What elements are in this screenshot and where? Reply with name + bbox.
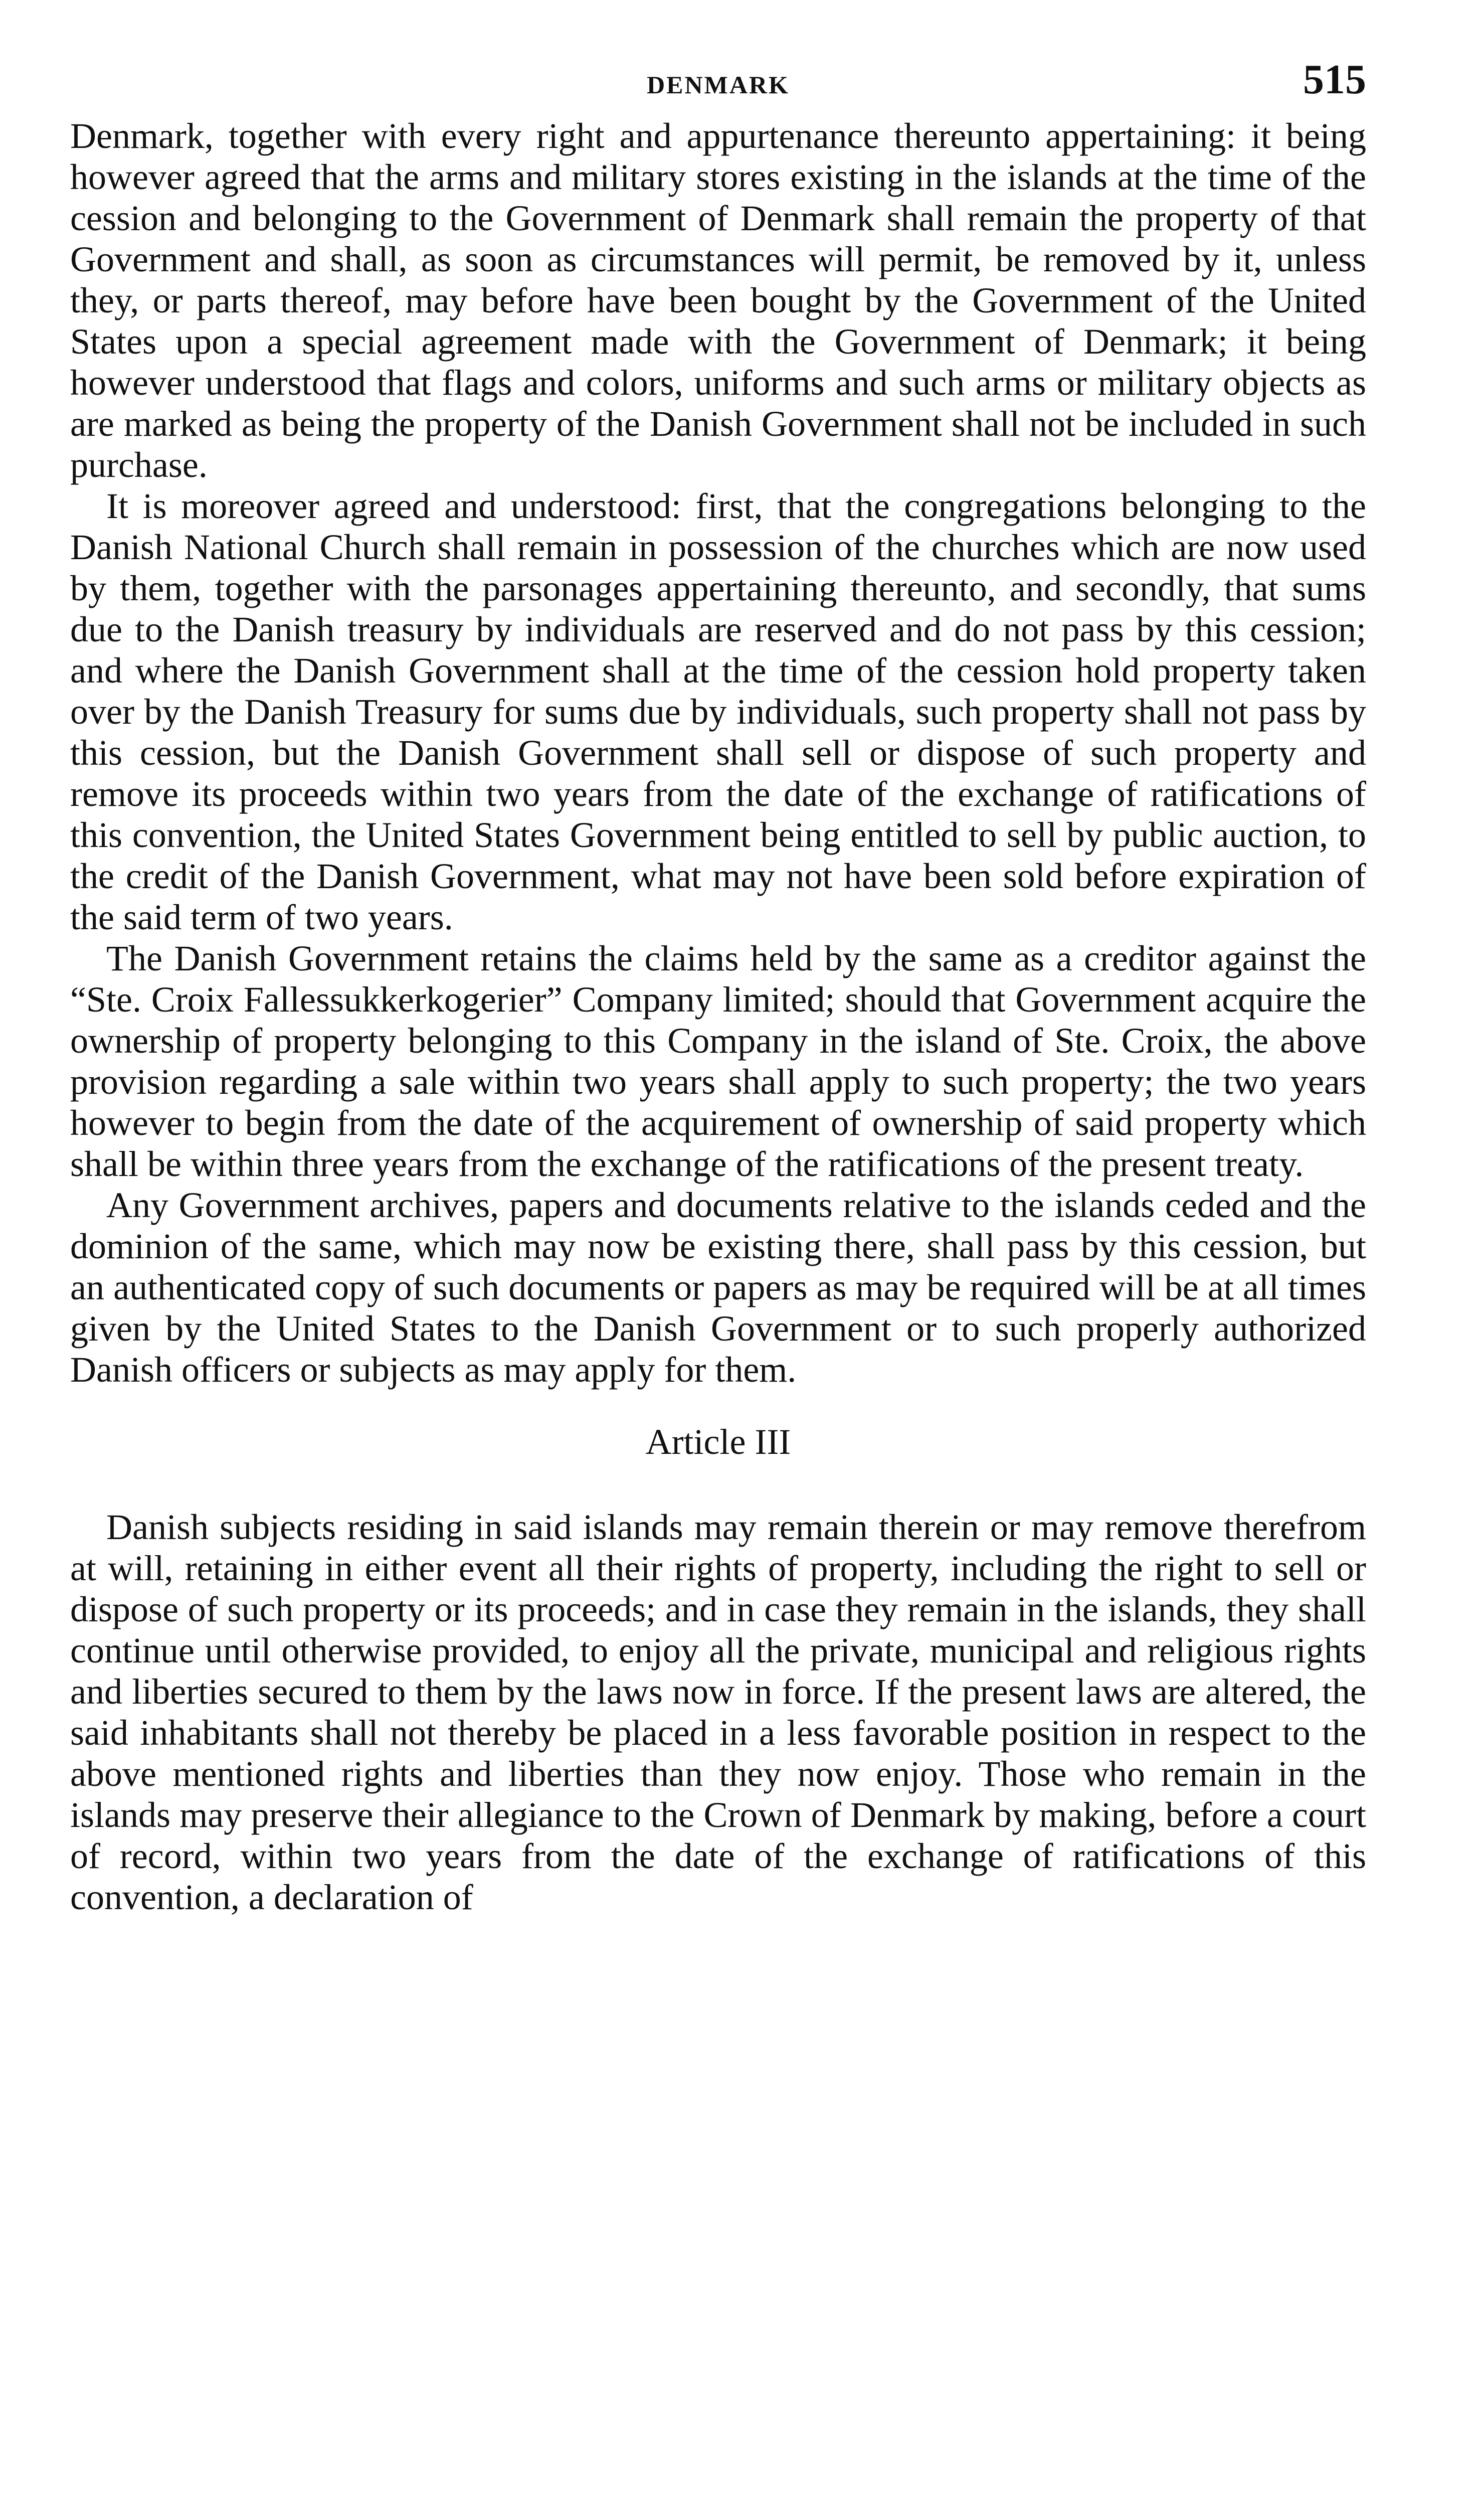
page-number: 515	[1303, 56, 1366, 103]
paragraph-claims: The Danish Government retains the claims held by the same as a creditor against the “Ste. Croix Fallessukkerkogerier” Company limited; should that Government acquire the ownership of property belonging to this Company in the island of Ste. Croix, the above provision regarding a sale within two years shall apply to such property; the two years however to begin from the date of the acquirement of ownership of said property which shall be within three years from the exchange of the ratifications of the present treaty.	[70, 938, 1366, 1184]
article-heading: Article III	[645, 1422, 791, 1462]
paragraph-churches: It is moreover agreed and understood: first, that the congregations belonging to the Danish National Church shall remain in possession of the churches which are now used by them, together with the parsonages appertaining thereunto, and secondly, that sums due to the Danish treasury by individuals are reserved and do not pass by this cession; and where the Danish Government shall at the time of the cession hold property taken over by the Danish Treasury for sums due by individuals, such property shall not pass by this cession, but the Danish Government shall sell or dispose of such property and remove its proceeds within two years from the date of the exchange of ratifications of this convention, the United States Government being entitled to sell by public auction, to the credit of the Danish Government, what may not have been sold before expiration of the said term of two years.	[70, 486, 1366, 937]
running-title: DENMARK	[647, 71, 790, 99]
running-head	[70, 55, 1366, 115]
document-page	[70, 55, 1366, 1918]
paragraph-continuation: Denmark, together with every right and appurtenance thereunto appertaining: it being however agreed that the arms and military stores existing in the islands at the time of the cession and belonging to the Government of Denmark shall remain the property of that Government and shall, as soon as circumstances will permit, be removed by it, unless they, or parts thereof, may before have been bought by the Government of the United States upon a special agreement made with the Government of Denmark; it being however understood that flags and colors, uniforms and such arms or military objects as are marked as being the property of the Danish Government shall not be included in such purchase.	[70, 116, 1366, 485]
body-text	[70, 115, 1366, 1918]
paragraph-archives: Any Government archives, papers and documents relative to the islands ceded and the dominion of the same, which may now be existing there, shall pass by this cession, but an authenticated copy of such documents or papers as may be required will be at all times given by the United States to the Danish Government or to such properly authorized Danish officers or subjects as may apply for them.	[70, 1185, 1366, 1390]
paragraph-article-iii: Danish subjects residing in said islands may remain therein or may remove therefrom at will, retaining in either event all their rights of property, including the right to sell or dispose of such property or its proceeds; and in case they remain in the islands, they shall continue until otherwise provided, to enjoy all the private, municipal and religious rights and liberties secured to them by the laws now in force. If the present laws are altered, the said inhabitants shall not thereby be placed in a less favorable position in respect to the above mentioned rights and liberties than they now enjoy. Those who remain in the islands may preserve their allegiance to the Crown of Denmark by making, before a court of record, within two years from the date of the exchange of ratifications of this convention, a declaration of	[70, 1507, 1366, 1917]
